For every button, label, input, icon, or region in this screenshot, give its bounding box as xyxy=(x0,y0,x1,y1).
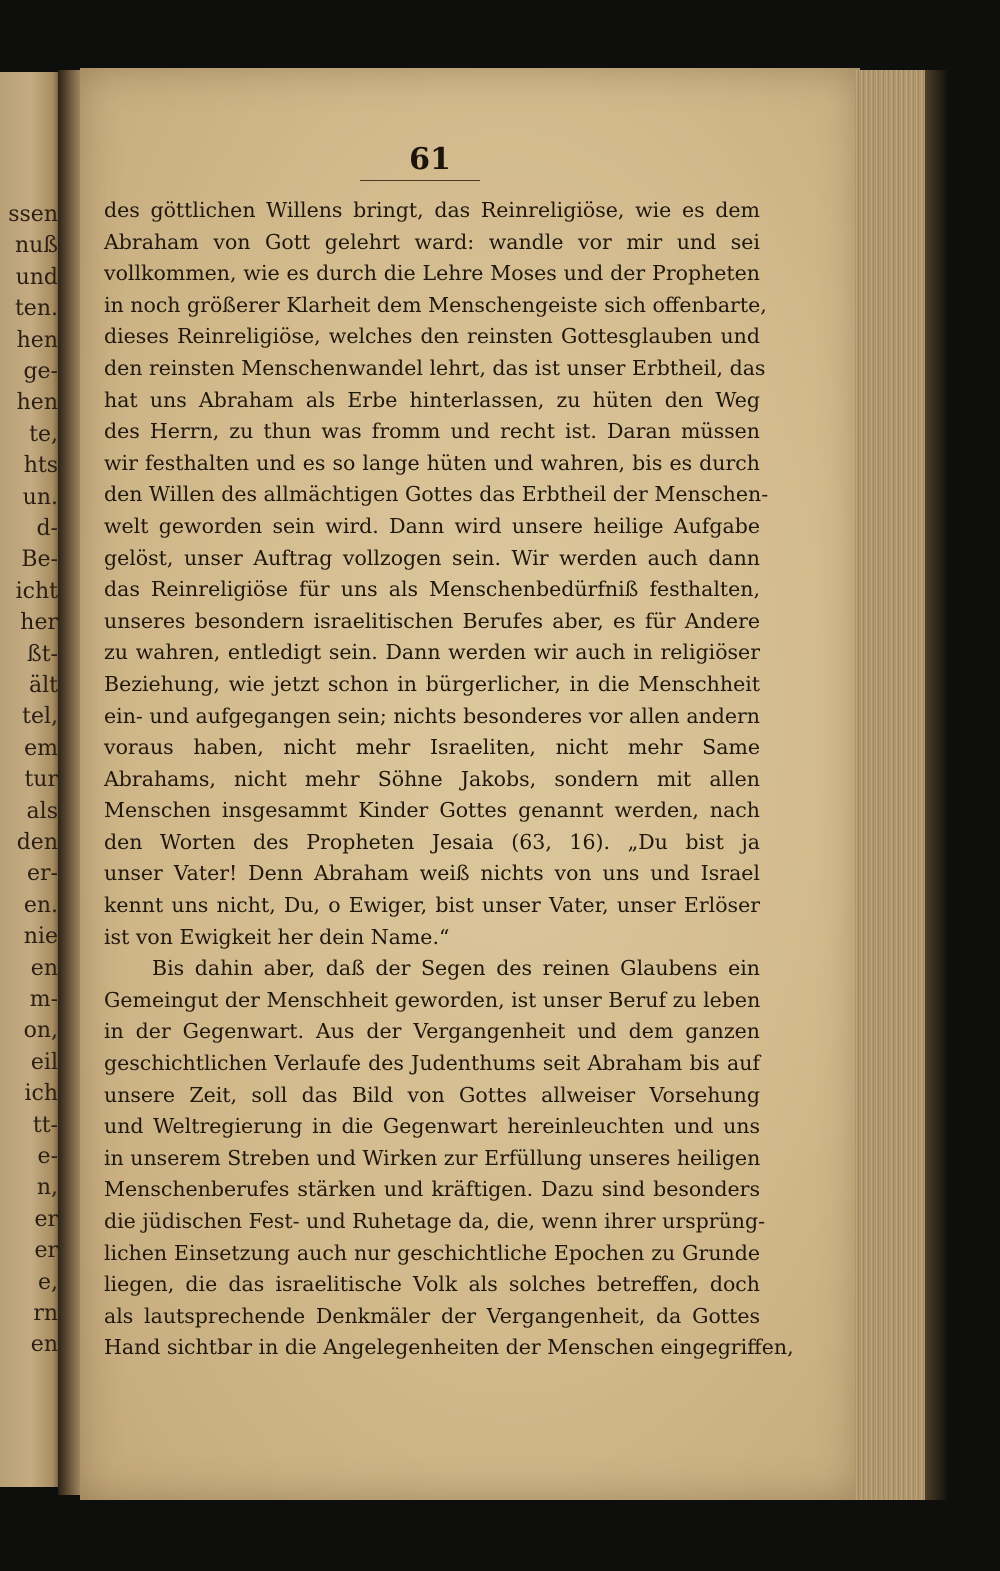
text-line: gelöst, unser Auftrag vollzogen sein. Wir werden auch dann xyxy=(104,545,760,570)
previous-page-line-fragment: ten. xyxy=(14,296,58,322)
text-line: vollkommen, wie es durch die Lehre Moses und der Propheten xyxy=(104,261,760,286)
text-line: des Herrn, zu thun was fromm und recht ist. Daran müssen xyxy=(104,419,760,444)
text-line: Gemeingut der Menschheit geworden, ist unser Beruf zu leben xyxy=(104,987,761,1012)
text-line: ein- und aufgegangen sein; nichts besonderes vor allen andern xyxy=(104,703,760,728)
text-line: lichen Einsetzung auch nur geschichtliche Epochen zu Grunde xyxy=(104,1240,760,1265)
text-line: hat uns Abraham als Erbe hinterlassen, zu hüten den Weg xyxy=(104,387,760,412)
previous-page-line-fragment: d- xyxy=(36,516,58,541)
previous-page-line-fragment: en xyxy=(30,1332,58,1358)
text-line: Hand sichtbar in die Angelegenheiten der Menschen eingegriffen, xyxy=(104,1335,794,1360)
text-line: geschichtlichen Verlaufe des Judenthums seit Abraham bis auf xyxy=(104,1051,760,1076)
previous-page-line-fragment: un. xyxy=(22,484,58,510)
page-number: 61 xyxy=(409,142,451,177)
text-line: den Willen des allmächtigen Gottes das Erbtheil der Menschen- xyxy=(104,482,769,507)
text-line: liegen, die das israelitische Volk als solches betreffen, doch xyxy=(104,1272,760,1297)
text-line: Bis dahin aber, daß der Segen des reinen Glaubens ein xyxy=(152,956,760,981)
text-line: kennt uns nicht, Du, o Ewiger, bist unser Vater, unser Erlöser xyxy=(104,893,760,918)
text-line: unser Vater! Denn Abraham weiß nichts von uns und Israel xyxy=(104,861,760,886)
previous-page-line-fragment: icht xyxy=(15,578,58,604)
previous-page-line-fragment: eil xyxy=(30,1049,58,1075)
text-line: die jüdischen Fest- und Ruhetage da, die, wenn ihrer ursprüng- xyxy=(104,1209,766,1233)
previous-page-line-fragment: nie xyxy=(23,924,58,950)
previous-page-line-fragment: ält xyxy=(29,673,58,698)
text-line: Menschen insgesammt Kinder Gottes genannt werden, nach xyxy=(104,798,760,823)
previous-page-line-fragment: hen xyxy=(16,327,58,353)
previous-page-line-fragment: ssen xyxy=(8,202,58,227)
previous-page-line-fragment: er- xyxy=(27,861,58,887)
previous-page-line-fragment: e, xyxy=(37,1269,58,1295)
text-line: als lautsprechende Denkmäler der Vergangenheit, da Gottes xyxy=(104,1303,760,1328)
page-edges xyxy=(855,70,927,1500)
previous-page-line-fragment: er xyxy=(34,1206,58,1232)
text-line: welt geworden sein wird. Dann wird unsere heilige Aufgabe xyxy=(104,513,760,538)
previous-page-line-fragment: en xyxy=(30,955,58,981)
text-line: Abraham von Gott gelehrt ward: wandle vor mir und sei xyxy=(104,229,760,254)
previous-page-line-fragment: und xyxy=(15,264,58,290)
previous-page-line-fragment: ßt- xyxy=(27,641,58,667)
previous-page-line-fragment: em xyxy=(24,735,58,761)
previous-page-line-fragment: nuß xyxy=(14,233,58,259)
text-line: das Reinreligiöse für uns als Menschenbedürfniß festhalten, xyxy=(104,577,760,602)
previous-page-line-fragment: Be- xyxy=(21,547,58,573)
text-line: voraus haben, nicht mehr Israeliten, nicht mehr Same xyxy=(104,735,760,760)
previous-page-line-fragment: ge- xyxy=(23,359,58,384)
text-line: des göttlichen Willens bringt, das Reinreligiöse, wie es dem xyxy=(104,198,760,222)
text-line: Menschenberufes stärken und kräftigen. Dazu sind besonders xyxy=(104,1177,760,1202)
text-line: den Worten des Propheten Jesaia (63, 16). „Du bist ja xyxy=(104,829,760,854)
previous-page-edge xyxy=(0,72,62,1487)
previous-page-line-fragment: on, xyxy=(23,1018,58,1044)
previous-page-line-fragment: tt- xyxy=(32,1112,58,1138)
text-line: wir festhalten und es so lange hüten und wahren, bis es durch xyxy=(104,450,760,475)
page-number-rule xyxy=(360,180,480,181)
previous-page-line-fragment: rn xyxy=(33,1301,58,1326)
text-line: in unserem Streben und Wirken zur Erfüllung unseres heiligen xyxy=(104,1145,761,1170)
text-line: in noch größerer Klarheit dem Menschengeiste sich offenbarte, xyxy=(104,292,767,317)
previous-page-line-fragment: e- xyxy=(37,1144,58,1169)
text-line: unseres besondern israelitischen Berufes aber, es für Andere xyxy=(104,608,760,633)
text-line: zu wahren, entledigt sein. Dann werden wir auch in religiöser xyxy=(104,640,760,665)
previous-page-line-fragment: te, xyxy=(29,421,58,447)
text-line: Beziehung, wie jetzt schon in bürgerlicher, in die Menschheit xyxy=(104,671,760,696)
page-body-text xyxy=(104,195,794,1364)
previous-page-line-fragment: hen xyxy=(16,390,58,416)
previous-page-line-fragment: er xyxy=(34,1238,58,1264)
previous-page-line-fragment: m- xyxy=(29,987,58,1012)
text-line: ist von Ewigkeit her dein Name.“ xyxy=(104,924,450,949)
text-line: den reinsten Menschenwandel lehrt, das ist unser Erbtheil, das xyxy=(104,355,766,380)
previous-page-line-fragment: tel, xyxy=(22,704,58,730)
text-line: unsere Zeit, soll das Bild von Gottes allweiser Vorsehung xyxy=(104,1082,760,1107)
text-line: Abrahams, nicht mehr Söhne Jakobs, sondern mit allen xyxy=(104,766,760,791)
previous-page-line-fragment: hts xyxy=(23,453,58,479)
previous-page-line-fragment: als xyxy=(26,798,58,824)
previous-page-line-fragment: en. xyxy=(23,892,58,918)
previous-page-line-fragment: tur xyxy=(24,767,58,793)
previous-page-line-fragment: her xyxy=(20,610,58,636)
text-line: und Weltregierung in die Gegenwart hereinleuchten und uns xyxy=(104,1114,760,1139)
page-edges-shadow xyxy=(925,70,947,1500)
text-line: in der Gegenwart. Aus der Vergangenheit und dem ganzen xyxy=(104,1019,760,1044)
text-line: dieses Reinreligiöse, welches den reinsten Gottesglauben und xyxy=(104,324,760,349)
previous-page-line-fragment: den xyxy=(16,830,58,855)
previous-page-line-fragment: n, xyxy=(36,1175,58,1201)
previous-page-line-fragment: ich xyxy=(24,1081,58,1107)
